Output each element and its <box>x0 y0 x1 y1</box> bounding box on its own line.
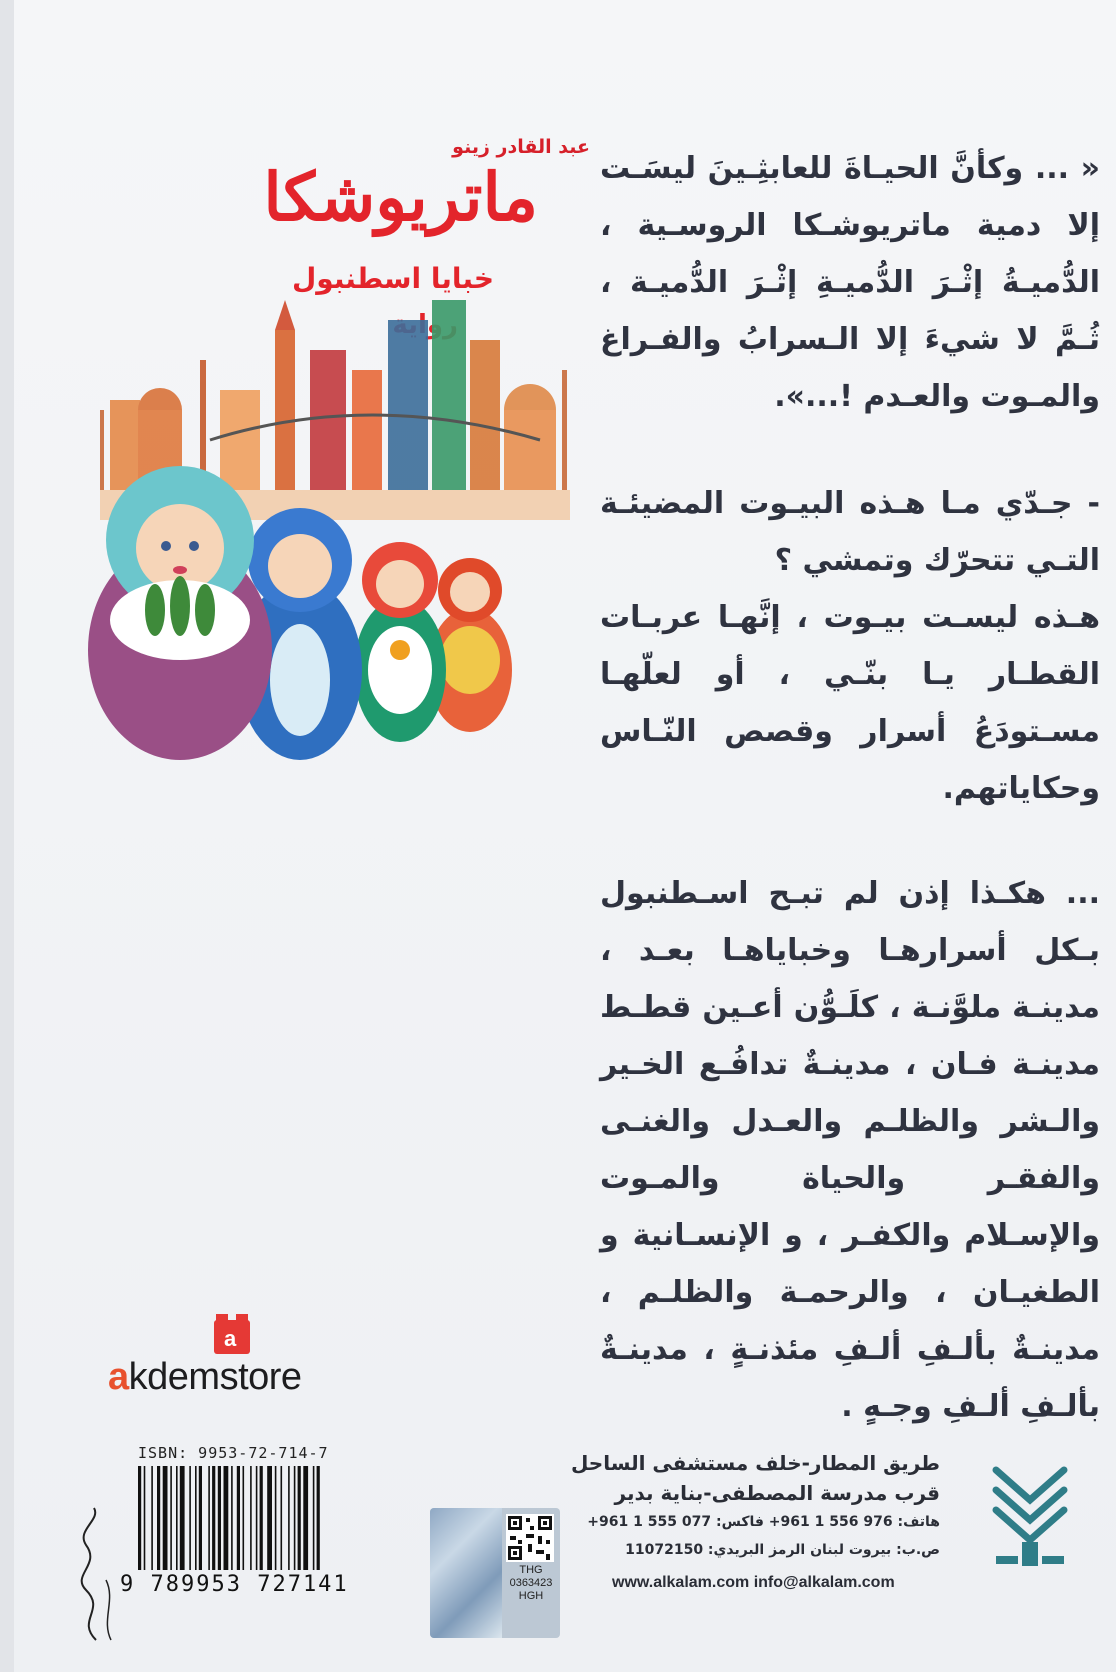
isbn-number: ISBN: 9953-72-714-7 <box>138 1444 329 1462</box>
store-name-rest: kdemstore <box>128 1356 302 1398</box>
mini-front-cover <box>70 130 590 760</box>
qr-code-icon <box>506 1514 554 1562</box>
barcode-digits: 9 789953 727141 <box>120 1572 349 1597</box>
address-line-1: طريق المطار-خلف مستشفى الساحل <box>570 1451 940 1475</box>
blurb-paragraph-1: « ... وكأنَّ الحيـاةَ للعابثِـينَ ليسَـت إلا دمية ماتريوشـكا الروسـية ، الدُّميـةُ إثْـرَ الدُّميـةِ إثْـرَ الدُّميـة ، ثُـمَّ لا شيءَ إلا الـسرابُ والفـراغ والمـوت والعـدم !...». <box>600 151 1100 414</box>
author-name: عبد القادر زينو <box>452 136 590 158</box>
sticker-code <box>502 1564 560 1603</box>
blurb-paragraph-4: ... هكـذا إذن لم تبـح اسـطنبول بـكل أسرارهـا وخباياهـا بعـد ، مدينـة ملوَّنـة ، كلَـوُّن أعـين قطـط مدينـة فـان ، مدينـةٌ تدافُـع الخـير والـشر والظلـم والعـدل والغنـى والفقـر والحياة والمـوت والإسـلام والكفـر ، و الإنسـانية و الطغيـان ، والرحمـة والظلـم ، مدينـةٌ بألـفِ ألـفِ مئذنـةٍ ، مدينـةٌ بألـفِ ألـفِ وجـهٍ . <box>600 876 1100 1424</box>
blurb-paragraph-2: - جـدّي مـا هـذه البيـوت المضيئـة التـي تتحرّك وتمشي ؟ <box>600 486 1100 578</box>
sticker-code-line-3: HGH <box>518 1590 544 1602</box>
book-title: ماتريوشكا <box>263 158 538 236</box>
address-line-2: قرب مدرسة المصطفى-بناية بدير <box>614 1481 940 1505</box>
blurb-paragraph-3: هـذه ليسـت بيـوت ، إنَّهـا عربـات القطـار يـا بنّـي ، أو لعلّهـا مسـتودَعُ أسرار وقصص النّـاس وحكاياتهم. <box>600 600 1100 806</box>
po-box: ص.ب: بيروت لبنان الرمز البريدي: 11072150 <box>625 1542 940 1558</box>
store-name <box>108 1356 302 1399</box>
book-subtitle: خبايا اسطنبول <box>291 262 494 295</box>
publisher-web-email: www.alkalam.com info@alkalam.com <box>612 1574 895 1591</box>
publisher-logo-icon <box>990 1460 1070 1570</box>
hologram-image <box>430 1508 502 1638</box>
barcode <box>134 1466 366 1570</box>
publisher-address <box>570 1448 940 1564</box>
hologram-sticker <box>430 1508 560 1638</box>
sticker-code-line-2: 0363423 <box>509 1577 553 1589</box>
store-icon-letter: a <box>224 1326 237 1351</box>
designer-signature <box>56 1500 126 1650</box>
phone-fax: هاتف: 976 556 1 961+ فاكس: 077 555 1 961+ <box>587 1514 940 1530</box>
cover-edge <box>0 0 14 1672</box>
store-logo <box>108 1310 368 1400</box>
book-bag-icon <box>206 1310 258 1356</box>
sticker-code-line-1: THG <box>519 1564 543 1576</box>
store-name-accent: a <box>108 1356 129 1398</box>
matryoshka-skyline-illustration <box>70 290 590 760</box>
blurb-text <box>600 140 1100 1435</box>
